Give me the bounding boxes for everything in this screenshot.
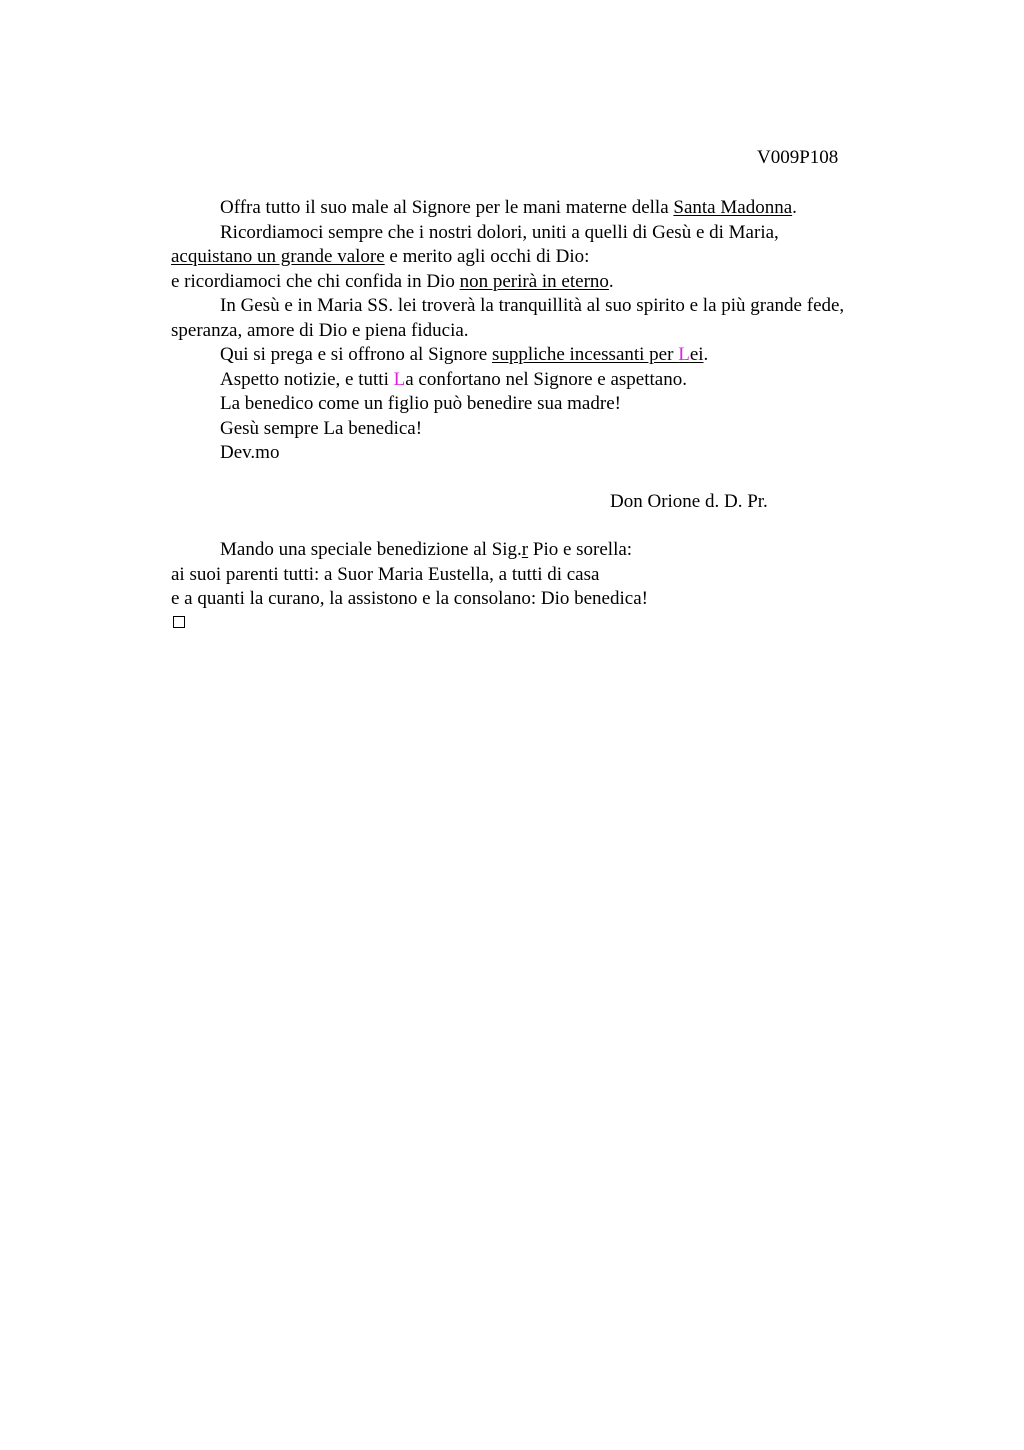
spacer: [171, 514, 911, 538]
spacer: [171, 466, 911, 490]
letter-body: [171, 196, 911, 636]
text-run: Aspetto notizie, e tutti: [220, 368, 394, 390]
underlined-phrase: acquistano un grande valore: [171, 246, 385, 267]
underlined-phrase: [492, 344, 704, 365]
page-code: V009P108: [757, 147, 839, 168]
paragraph-news: [171, 368, 911, 393]
text-run: .: [792, 197, 797, 218]
postscript-line-1: [171, 538, 911, 563]
paragraph-faith-line-1: In Gesù e in Maria SS. lei troverà la tranquillità al suo spirito e la più grande fede,: [220, 295, 845, 316]
paragraph-remember-line-1: Ricordiamoci sempre che i nostri dolori, uniti a quelli di Gesù e di Maria,: [220, 221, 779, 243]
text-run: Offra tutto il suo male al Signore per le mani materne della: [220, 197, 674, 218]
paragraph-blessing: La benedico come un figlio può benedire sua madre!: [220, 393, 621, 414]
text-run: ei: [689, 344, 704, 365]
text-run: .: [703, 344, 709, 365]
end-mark: [171, 612, 911, 637]
paragraph-jesus-bless: Gesù sempre La benedica!: [220, 417, 423, 439]
paragraph-offering: [171, 196, 911, 221]
text-run: Qui si prega e si offrono al Signore: [220, 344, 492, 365]
paragraph-prayers: [171, 343, 911, 368]
paragraph-remember-line-3: [171, 270, 911, 295]
signature: Don Orione d. D. Pr.: [610, 490, 768, 512]
text-run: e ricordiamoci che chi confida in Dio: [171, 270, 460, 292]
highlighted-letter: L: [393, 368, 406, 390]
closing-devoted: Dev.mo: [220, 442, 280, 463]
paragraph-faith-line-2: speranza, amore di Dio e piena fiducia.: [171, 319, 469, 341]
text-run: a confortano nel Signore e aspettano.: [405, 368, 687, 390]
text-run: e merito agli occhi di Dio:: [384, 246, 590, 267]
underlined-phrase: non perirà in eterno: [459, 270, 609, 292]
underlined-letter: r: [521, 539, 529, 560]
underlined-phrase: Santa Madonna: [673, 197, 793, 218]
text-run: suppliche incessanti per: [491, 344, 679, 365]
text-run: Pio e sorella:: [528, 539, 633, 560]
postscript-line-3: e a quanti la curano, la assistono e la consolano: Dio benedica!: [171, 588, 648, 609]
postscript-line-2: ai suoi parenti tutti: a Suor Maria Eustella, a tutti di casa: [171, 563, 600, 585]
empty-square-icon: [173, 616, 185, 628]
text-run: .: [608, 270, 614, 292]
text-run: Mando una speciale benedizione al Sig.: [220, 539, 522, 560]
highlighted-letter: L: [678, 344, 690, 365]
paragraph-remember-line-2: [171, 245, 911, 270]
